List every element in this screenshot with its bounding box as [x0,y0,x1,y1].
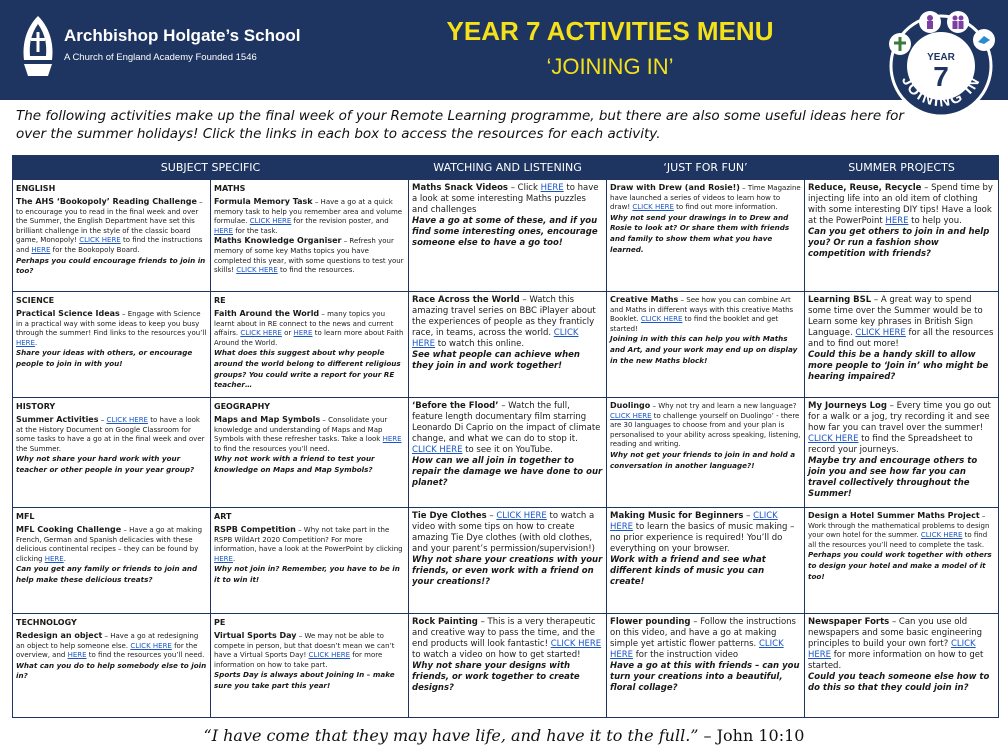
activity-cell [805,180,999,292]
activity-title: Practical Science Ideas [16,309,120,318]
activity-title: The AHS ‘Bookopoly’ Reading Challenge [16,197,197,206]
school-subtitle: A Church of England Academy Founded 1546 [64,52,257,63]
column-header: SUBJECT SPECIFIC [13,156,409,180]
click-here-link[interactable]: CLICK HERE [308,651,351,660]
click-here-link[interactable]: CLICK HERE [855,328,906,338]
click-here-link[interactable]: CLICK HERE [632,203,674,212]
activity-cell [13,398,211,508]
activity-title: Reduce, Reuse, Recycle [808,183,922,193]
activity-text: for more information on how to get started. [808,650,984,671]
click-here-link[interactable]: CLICK HERE [412,328,579,349]
click-here-link[interactable]: CLICK HERE [808,639,976,660]
activity-prompt: Why not join in? Remember, you have to be in it to win it! [214,564,400,584]
activity-title: Flower pounding [610,617,691,627]
cell-subject: ART [214,512,232,521]
click-here-link[interactable]: CLICK HERE [240,329,282,338]
click-here-link[interactable]: CLICK HERE [808,434,859,444]
activity-title: Formula Memory Task [214,197,313,206]
activity-text: – This is a very therapeutic and creative way to pass the time, and the end products will look fantastic! [412,617,596,649]
activity-title: Maths Knowledge Organiser [214,236,342,246]
click-here-link[interactable]: CLICK HERE [640,315,683,324]
click-here-link[interactable]: HERE [44,554,64,563]
cell-subject: HISTORY [16,402,56,411]
year-7-badge-icon [878,6,1004,118]
cell-subject: GEOGRAPHY [214,402,271,411]
activity-text: to find the booklet and get started! [610,315,779,333]
activity-title: Draw with Drew (and Rosie!) [610,183,740,192]
activity-text: – [486,511,497,521]
activity-cell [409,180,607,292]
activity-text: to watch a video with some tips on how to create amazing Tie Dye clothes (with old clothes, and your parent’s permission/supervision!) [412,511,595,554]
activity-title: Faith Around the World [214,309,320,318]
activity-prompt: Can you get others to join in and help you? Or run a fashion show competition with friends? [808,227,990,259]
activity-cell [13,614,211,718]
activity-text: to find the instructions and [16,236,203,254]
activity-text: for the instruction video [633,650,739,660]
activity-text: to have a look at some interesting Maths puzzles and challenges [412,183,599,215]
click-here-link[interactable]: HERE [214,554,233,563]
activity-text: – Why not take part in the RSPB WildArt 2020 Competition? For more information, have a look at the PowerPoint by clicking [214,526,403,554]
click-here-link[interactable]: CLICK HERE [610,639,784,660]
activity-cell [607,180,805,292]
badge-joining-in-text: JOINING IN [897,72,985,111]
activity-text: to challenge yourself on Duolingo’ - there are 30 languages to choose from and your plan is personalised to your ability across speaking, listening, reading and writing. [610,411,801,449]
activity-text: to find all the resources you’ll need to complete the task. [808,531,988,549]
click-here-link[interactable]: HERE [67,651,87,660]
activity-text: – Have a go at making French, German and Spanish delicacies with these delicious continental recipes – they can be found by clicking [16,526,203,563]
activity-cell [211,398,409,508]
activity-prompt: Sports Day is always about Joining In – make sure you take part this year! [214,670,395,690]
click-here-link[interactable]: HERE [16,338,35,347]
school-crest-icon [18,14,58,80]
activity-title: Maps and Map Symbols [214,415,321,424]
activity-prompt: Perhaps you could work together with others to design your hotel and make a model of it too! [808,550,992,581]
table-row [13,508,999,614]
cell-subject: RE [214,296,226,305]
activity-cell [409,398,607,508]
activity-title: Tie Dye Clothes [412,511,487,521]
activity-title: Creative Maths [610,295,679,304]
activity-text: to find the Spreadsheet to record your journeys. [808,434,973,455]
cell-subject: MATHS [214,184,246,193]
click-here-link[interactable]: HERE [31,245,51,254]
activity-text: – Why not try and learn a new language? [650,402,797,410]
activity-text: for more information on how to take part. [214,651,383,669]
activity-text: – Follow the instructions on this video, and have a go at making simple yet artistic flower patterns. [610,617,796,649]
click-here-link[interactable]: CLICK HERE [106,416,148,424]
activity-text: – We may not be able to compete in person, but that doesn’t mean we can’t have a Virtual Sports Day! [214,632,395,660]
activity-text: for all the resources and to find out more! [808,328,994,349]
activity-text: to watch a video on how to get started! [412,650,581,660]
activity-title: Duolingo [610,401,651,410]
column-header: SUMMER PROJECTS [805,156,999,180]
click-here-link[interactable]: CLICK HERE [236,266,278,275]
activity-prompt: Joining in with this can help you with Maths and Art, and your work may end up on display in the new Maths block! [610,334,798,365]
activity-text: to learn more about Faith Around the World. [214,329,404,347]
activity-text: to have a look at the History Document on Google Classroom for some tasks to have a go at in the final week and over the Summer. [16,416,205,453]
activity-text: – Every time you go out for a walk or a jog, try recording it and see how far you can travel over the summer! [808,401,991,433]
cell-subject: ENGLISH [16,184,56,193]
activity-prompt: Have a go at this with friends – can you turn your creations into a beautiful, floral collage? [610,661,800,693]
column-header: WATCHING AND LISTENING [409,156,607,180]
click-here-link[interactable]: CLICK HERE [610,511,778,532]
activity-text: – Have a go at a quick memory task to help you remember area and volume formulae. [214,198,403,226]
activity-cell [211,508,409,614]
table-row [13,398,999,508]
activity-prompt: Why not work with a friend to test your knowledge on Maps and Map Symbols? [214,454,375,474]
click-here-link[interactable]: CLICK HERE [550,639,602,649]
click-here-link[interactable]: CLICK HERE [79,236,121,245]
activity-prompt: Why not share your creations with your friends, or even work with a friend on your creations!? [412,555,603,587]
activity-prompt: Work with a friend and see what different kinds of music you can create! [610,555,766,587]
cell-subject: SCIENCE [16,296,55,305]
activity-title: Maths Snack Videos [412,183,508,193]
activity-cell [607,614,805,718]
activity-prompt: Maybe try and encourage others to join you and see how far you can travel collectively throughout the Summer! [808,456,978,499]
activity-cell [805,508,999,614]
activity-text: – Time Magazine have launched a series of videos to learn how to draw! [610,184,801,212]
activity-text: – Can you use old newspapers and some basic engineering principles to build your own fort? [808,617,983,649]
click-here-link[interactable]: CLICK HERE [920,531,963,540]
activity-title: My Journeys Log [808,401,887,411]
activity-prompt: Could you teach someone else how to do this so that they could join in? [808,672,990,693]
activity-text: for the revision poster, and [291,217,389,226]
click-here-link[interactable]: CLICK HERE [249,217,292,226]
activity-prompt: Have a go at some of these, and if you find some interesting ones, encourage someone else to have a go too! [412,216,598,248]
school-name: Archbishop Holgate’s School [64,26,301,45]
activity-prompt: Why not get your friends to join in and hold a conversation in another language?! [610,449,796,470]
activity-text: to find the resources you’ll need. [86,651,205,660]
table-row [13,180,999,292]
activity-cell [13,180,211,292]
quote-attribution: – John 10:10 [698,726,805,745]
activity-text: to find the resources you’ll need. [214,444,330,453]
activity-cell [13,292,211,398]
activity-text: – Work through the mathematical problems to design your own hotel for the summer. [808,512,990,540]
page-title: YEAR 7 ACTIVITIES MENU [446,16,774,46]
activity-cell [409,292,607,398]
activity-title: MFL Cooking Challenge [16,525,122,534]
table-row [13,614,999,718]
activity-cell [13,508,211,614]
activity-text: – See how you can combine Art and Maths in different ways with this creative Maths Booklet. [610,296,794,324]
activity-text: – [743,511,754,521]
activity-cell [409,508,607,614]
badge-year-number: 7 [933,61,949,92]
activity-text: for the Bookopoly Board. [50,245,140,254]
click-here-link[interactable]: HERE [214,226,233,235]
activity-text: – [98,416,107,424]
activity-text: . [34,338,38,347]
activity-prompt: Share your ideas with others, or encourage people to join in with you! [16,348,193,368]
activity-prompt: Why not share your designs with friends, or work together to create designs? [412,661,580,693]
activity-text: – Have a go at redesigning an object to help someone else. [16,632,199,650]
activities-table [12,155,999,718]
click-here-link[interactable]: CLICK HERE [412,445,463,455]
activity-cell [607,398,805,508]
activity-text: to find out more information. [673,203,778,212]
header-banner [0,0,1008,100]
column-header: ‘JUST FOR FUN’ [607,156,805,180]
activity-prompt: Why not share your hard work with your teacher or other people in your year group? [16,454,195,474]
activity-text: – A great way to spend some time over the Summer would be to Learn some key phrases in British Sign Language. [808,295,983,338]
activity-title: RSPB Competition [214,525,296,534]
activity-cell [211,180,409,292]
click-here-link[interactable]: HERE [540,183,564,193]
activity-title: Redesign an object [16,631,103,640]
activity-text: – to encourage you to read in the final week and over the Summer, the English Department have set this brilliant challenge in the style of the classic board game, Monopoly! [16,198,203,245]
activity-prompt: What can you do to help somebody else to join in? [16,660,207,681]
activity-cell [211,614,409,718]
activity-text: to learn the basics of music making – no prior experience is required! You’ll do everything on your browser. [610,522,795,554]
activity-title: Summer Activities [16,415,99,424]
activity-title: Virtual Sports Day [214,631,297,640]
activity-text: – Consolidate your knowledge and understanding of Maps and Map Symbols with these refresher tasks. Take a look [214,416,388,444]
activity-text: – many topics you learnt about in RE connect to the news and current affairs. [214,310,394,338]
activity-prompt: See what people can achieve when they join in and work together! [412,350,580,371]
activity-text: or [281,329,294,338]
activity-cell [211,292,409,398]
activity-cell [409,614,607,718]
activity-text: to find the resources. [277,266,355,275]
activity-text: to see it on YouTube. [462,445,553,455]
activity-cell [607,292,805,398]
activity-text: – Click [508,183,541,193]
click-here-link[interactable]: CLICK HERE [130,641,172,650]
activity-text: for the overview, and [16,641,198,660]
click-here-link[interactable]: HERE [382,435,402,444]
activity-text: to watch this online. [435,339,525,349]
activity-prompt: Can you get any family or friends to join and help make these delicious treats? [16,564,198,584]
activity-prompt: Why not send your drawings in to Drew and Rosie to look at? Or share them with friends and family to show them what you have learned. [610,212,790,254]
activity-text: – Engage with Science in a practical way with some ideas to keep you busy through the summer! Find links to the resources you’ll [16,310,207,338]
bible-quote [0,726,1008,745]
cell-subject: TECHNOLOGY [16,618,77,627]
activity-cell [805,614,999,718]
table-header-row [13,156,999,180]
click-here-link[interactable]: HERE [293,329,313,338]
activity-text: – Spend time by injecting life into an old item of clothing with some interesting DIY tips! Have a look at the PowerPoint [808,183,993,226]
activity-title: ‘Before the Flood’ [412,401,499,411]
click-here-link[interactable]: HERE [885,216,909,226]
activity-prompt: Could this be a handy skill to allow more people to ‘Join in’ who might be hearing impaired? [808,350,989,382]
activity-title: Newspaper Forts [808,617,890,627]
activity-text: . [232,554,236,563]
activity-prompt: What does this suggest about why people around the world belong to different religious groups? You could write a report for your RE teacher… [214,348,401,390]
activity-text: – Watch this amazing travel series on BBC iPlayer about the experiences of people as they franticly race, in teams, across the world. [412,295,596,338]
table-row [13,292,999,398]
activity-title: Race Across the World [412,295,520,305]
activity-text: – Refresh your memory of some key Maths topics you have completed this year, with some questions to test your skills! [214,237,404,275]
activity-cell [805,398,999,508]
click-here-link[interactable]: CLICK HERE [610,411,652,420]
activity-text: – Watch the full, feature length documentary film starring Leonardo Di Caprio on the impact of climate change, and what we can do to stop it. [412,401,601,444]
cell-subject: PE [214,618,226,627]
cell-subject: MFL [16,512,35,521]
activity-cell [607,508,805,614]
click-here-link[interactable]: CLICK HERE [496,511,547,521]
activity-prompt: Perhaps you could encourage friends to join in too? [16,255,206,276]
quote-text: “I have come that they may have life, and have it to the full.” [203,726,699,745]
page-subtitle: ‘JOINING IN’ [546,54,674,79]
activity-title: Learning BSL [808,295,872,305]
activity-title: Design a Hotel Summer Maths Project [808,511,980,520]
badge-year-label: YEAR [927,52,955,63]
activity-cell [805,292,999,398]
activity-title: Rock Painting [412,617,478,627]
intro-text: The following activities make up the final week of your Remote Learning programme, but there are also some useful ideas here for over the summer holidays! Click the links in each box to access the resources for each activity. [16,108,904,142]
activity-text: to help you. [908,216,962,226]
activity-prompt: How can we all join in together to repair the damage we have done to our planet? [412,456,603,488]
activity-title: Making Music for Beginners [610,511,744,521]
activity-text: . [63,554,66,563]
activity-text: for the task. [232,226,278,235]
